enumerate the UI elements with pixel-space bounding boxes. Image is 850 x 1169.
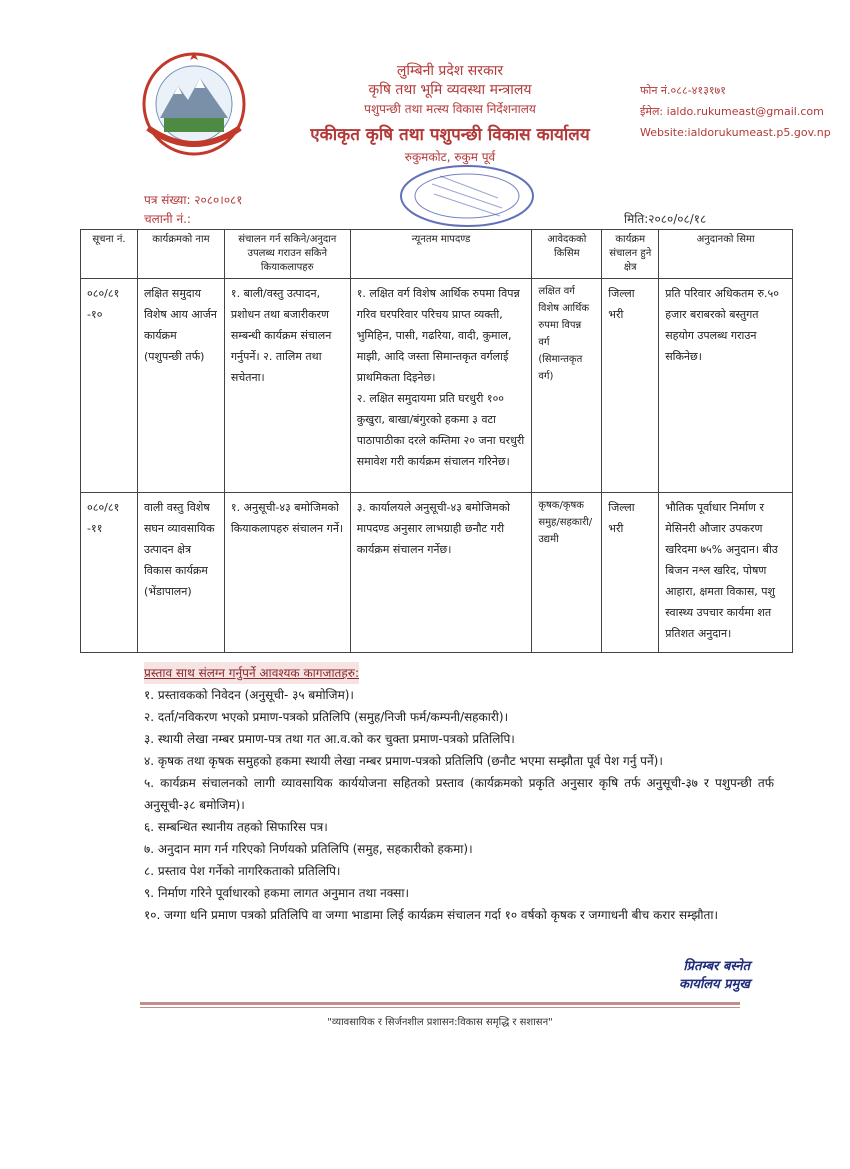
document-item: १. प्रस्तावकको निवेदन (अनुसूची- ३५ बमोजिम)। (144, 688, 354, 702)
province-name: लुम्बिनी प्रदेश सरकार (396, 63, 504, 79)
footer-divider-thin (140, 1007, 740, 1008)
table-header-row (81, 230, 793, 279)
cell-programme-name: लक्षित समुदाय विशेष आय आर्जन कार्यक्रम (पशुपन्छी तर्फ) (137, 279, 224, 493)
email-address: ईमेल: ialdo.rukumeast@gmail.com (640, 105, 824, 118)
office-header (250, 62, 650, 166)
cell-area: जिल्ला भरी (602, 493, 659, 653)
cell-applicant-type: कृषक/कृषक समुह/सहकारी/उद्यमी (532, 493, 602, 653)
office-stamp (392, 160, 542, 232)
cell-criteria (350, 279, 532, 493)
document-item: ३. स्थायी लेखा नम्बर प्रमाण-पत्र तथा गत आ.व.को कर चुक्ता प्रमाण-पत्रको प्रतिलिपि। (144, 732, 515, 746)
criteria-item: २. लक्षित समुदायमा प्रति घरधुरी १०० कुखुरा, बाखा/बंगुरको हकमा ३ वटा पाठापाठीका दरले कम्तिमा २० जना घरधुरी समावेश गरी कार्यक्रम संचालन गरिनेछ। (356, 392, 525, 468)
cell-activities: १. अनुसूची-४३ बमोजिमको कियाकलापहरु संचालन गर्ने। (224, 493, 350, 653)
cell-grant-limit: भौतिक पूर्वाधार निर्माण र मेसिनरी औजार उपकरण खरिदमा ७५% अनुदान। बीउ बिजन नश्ल खरिद, पोषण आहारा, क्षमता विकास, पशु स्वास्थ्य उपचार कार्यमा शत प्रतिशत अनुदान। (659, 493, 793, 653)
cell-grant-limit: प्रति परिवार अधिकतम रु.५० हजार बराबरको बस्तुगत सहयोग उपलब्ध गराउन सकिनेछ। (659, 279, 793, 493)
signatory-title: कार्यालय प्रमुख (679, 977, 750, 992)
signature-block (600, 958, 750, 994)
header-grant-limit: अनुदानको सिमा (659, 230, 793, 279)
document-item: २. दर्ता/नविकरण भएको प्रमाण-पत्रको प्रतिलिपि (समुह/निजी फर्म/कम्पनी/सहकारी)। (144, 710, 509, 724)
cell-activities: १. बाली/वस्तु उत्पादन, प्रशोधन तथा बजारीकरण सम्बन्धी कार्यक्रम संचालन गर्नुपर्ने। २. तालिम तथा सचेतना। (224, 279, 350, 493)
letter-date: मिति:२०८०/०८/१८ (624, 212, 707, 226)
documents-heading: प्रस्ताव साथ संलग्न गर्नुपर्ने आवश्यक कागजातहरु: (144, 662, 359, 684)
ministry-name: कृषि तथा भूमि व्यवस्था मन्त्रालय (368, 82, 532, 98)
header-programme-name: कार्यक्रमको नाम (137, 230, 224, 279)
table-row (81, 493, 793, 653)
document-item: ६. सम्बन्धित स्थानीय तहको सिफारिस पत्र। (144, 820, 328, 834)
document-item: ८. प्रस्ताव पेश गर्नेको नागरिकताको प्रतिलिपि। (144, 864, 341, 878)
header-criteria: न्यूनतम मापदण्ड (350, 230, 532, 279)
footer-slogan: "व्यावसायिक र सिर्जनशील प्रशासन:विकास समृद्धि र सशासन" (327, 1017, 553, 1028)
contact-info (640, 80, 831, 143)
letter-number: पत्र संख्या: २०८०।०८१ (144, 193, 243, 207)
header-area: कार्यक्रम संचालन हुने क्षेत्र (602, 230, 659, 279)
header-applicant-type: आवेदकको किसिम (532, 230, 602, 279)
programme-table (80, 229, 793, 653)
document-item: ४. कृषक तथा कृषक समुहको हकमा स्थायी लेखा नम्बर प्रमाण-पत्रको प्रतिलिपि (छनौट भएमा सम्झौता पूर्व पेश गर्नु पर्ने)। (144, 754, 663, 768)
footer-divider (140, 1002, 740, 1005)
table-row (81, 279, 793, 493)
header-activities: संचालन गर्न सकिने/अनुदान उपलब्ध गराउन सकिने कियाकलापहरु (224, 230, 350, 279)
dispatch-number: चलानी नं.: (144, 212, 191, 226)
government-emblem-logo (130, 48, 258, 158)
document-item: ७. अनुदान माग गर्न गरिएको निर्णयको प्रतिलिपि (समुह, सहकारीको हकमा)। (144, 842, 473, 856)
website-url: Website:ialdorukumeast.p5.gov.np (640, 126, 831, 139)
office-address: रुकुमकोट, रुकुम पूर्व (404, 150, 496, 164)
header-notice-no: सूचना नं. (81, 230, 138, 279)
phone-number: फोन नं.०८८-४१३१७१ (640, 84, 726, 97)
office-name: एकीकृत कृषि तथा पशुपन्छी विकास कार्यालय (310, 125, 590, 145)
document-item: १०. जग्गा धनि प्रमाण पत्रको प्रतिलिपि वा जग्गा भाडामा लिई कार्यक्रम संचालन गर्दा १० वर्षको कृषक र जग्गाधनी बीच करार सम्झौता। (144, 908, 719, 922)
directorate-name: पशुपन्छी तथा मत्स्य विकास निर्देशनालय (364, 102, 536, 116)
cell-criteria: ३. कार्यालयले अनुसूची-४३ बमोजिमको मापदण्ड अनुसार लाभग्राही छनौट गरी कार्यक्रम संचालन गर्नेछ। (350, 493, 532, 653)
cell-notice-no: ०८०/८१ -१० (81, 279, 138, 493)
required-documents (144, 662, 774, 926)
document-item: ५. कार्यक्रम संचालनको लागी व्यावसायिक कार्ययोजना सहितको प्रस्ताव (कार्यक्रमको प्रकृति अनुसार कृषि तर्फ अनुसूची-३७ र पशुपन्छी तर्फ अनुसूची-३८ बमोजिम)। (144, 776, 774, 812)
document-item: ९. निर्माण गरिने पूर्वाधारको हकमा लागत अनुमान तथा नक्सा। (144, 886, 410, 900)
criteria-item: १. लक्षित वर्ग विशेष आर्थिक रुपमा विपन्न गरिव घरपरिवार परिचय प्राप्त व्यक्ती, भुमिहिन, पासी, गढरिया, वादी, कुमाल, माझी, आदि जस्ता सिमान्तकृत वर्गलाई प्राथमिकता दिइनेछ। (356, 287, 520, 384)
cell-applicant-type: लक्षित वर्ग विशेष आर्थिक रुपमा विपन्न वर्ग (सिमान्तकृत वर्ग) (532, 279, 602, 493)
cell-programme-name: वाली वस्तु विशेष सघन व्यावसायिक उत्पादन क्षेत्र विकास कार्यक्रम (भेंडापालन) (137, 493, 224, 653)
signatory-name: प्रितम्बर बस्नेत (683, 959, 750, 974)
cell-area: जिल्ला भरी (602, 279, 659, 493)
cell-notice-no: ०८०/८१ -११ (81, 493, 138, 653)
